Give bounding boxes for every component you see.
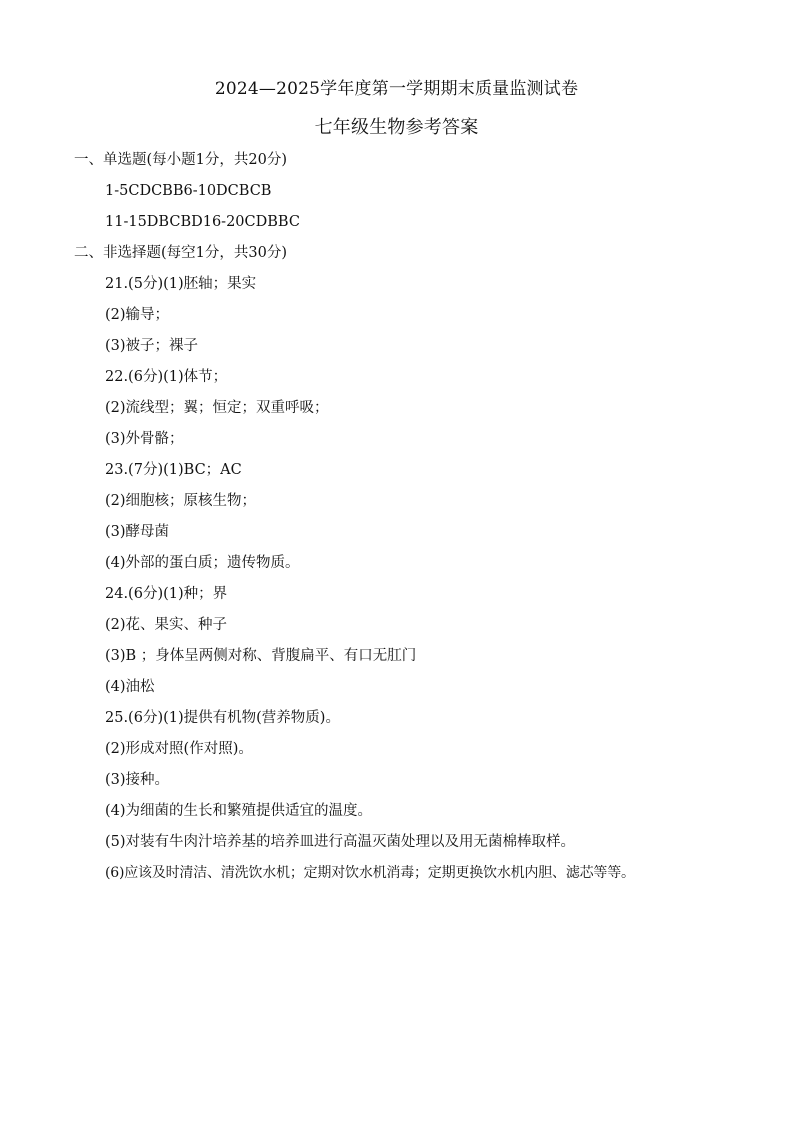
answer-line: (3)酵母菌 xyxy=(105,524,170,540)
section-heading-non-choice: 二、非选择题(每空1分，共30分) xyxy=(74,245,287,261)
answer-line: (5)对装有牛肉汁培养基的培养皿进行高温灭菌处理以及用无菌棉棒取样。 xyxy=(105,834,576,850)
answer-line: 1-5CDCBB6-10DCBCB xyxy=(105,183,272,199)
document-subtitle: 七年级生物参考答案 xyxy=(314,117,479,138)
answer-line: (4)为细菌的生长和繁殖提供适宜的温度。 xyxy=(105,803,373,819)
answer-line: (2)细胞核；原核生物； xyxy=(105,493,257,509)
answer-line: 21.(5分)(1)胚轴；果实 xyxy=(105,276,257,292)
answer-line: (2)流线型；翼；恒定；双重呼吸； xyxy=(105,400,329,416)
answer-line: 25.(6分)(1)提供有机物(营养物质)。 xyxy=(105,710,340,726)
answer-line: (4)外部的蛋白质；遗传物质。 xyxy=(105,555,300,571)
answer-line: 11-15DBCBD16-20CDBBC xyxy=(105,214,300,230)
answer-line: 22.(6分)(1)体节； xyxy=(105,369,228,385)
answer-line: (3)外骨骼； xyxy=(105,431,184,447)
section-heading-single-choice: 一、单选题(每小题1分，共20分) xyxy=(74,152,287,168)
answer-line: (3)被子；裸子 xyxy=(105,338,199,354)
answer-line: (2)花、果实、种子 xyxy=(105,617,228,633)
answer-line: (3)B ；身体呈两侧对称、背腹扁平、有口无肛门 xyxy=(105,648,417,664)
answer-line: (3)接种。 xyxy=(105,772,170,788)
answer-line: 23.(7分)(1)BC；AC xyxy=(105,462,242,478)
answer-line: (2)输导； xyxy=(105,307,170,323)
answer-line: (2)形成对照(作对照)。 xyxy=(105,741,253,757)
answer-line: 24.(6分)(1)种；界 xyxy=(105,586,228,602)
document-title: 2024—2025学年度第一学期期末质量监测试卷 xyxy=(214,79,579,99)
answer-line: (4)油松 xyxy=(105,679,155,695)
answer-line: (6)应该及时清洁、清洗饮水机；定期对饮水机消毒；定期更换饮水机内胆、滤芯等等。 xyxy=(105,865,635,881)
